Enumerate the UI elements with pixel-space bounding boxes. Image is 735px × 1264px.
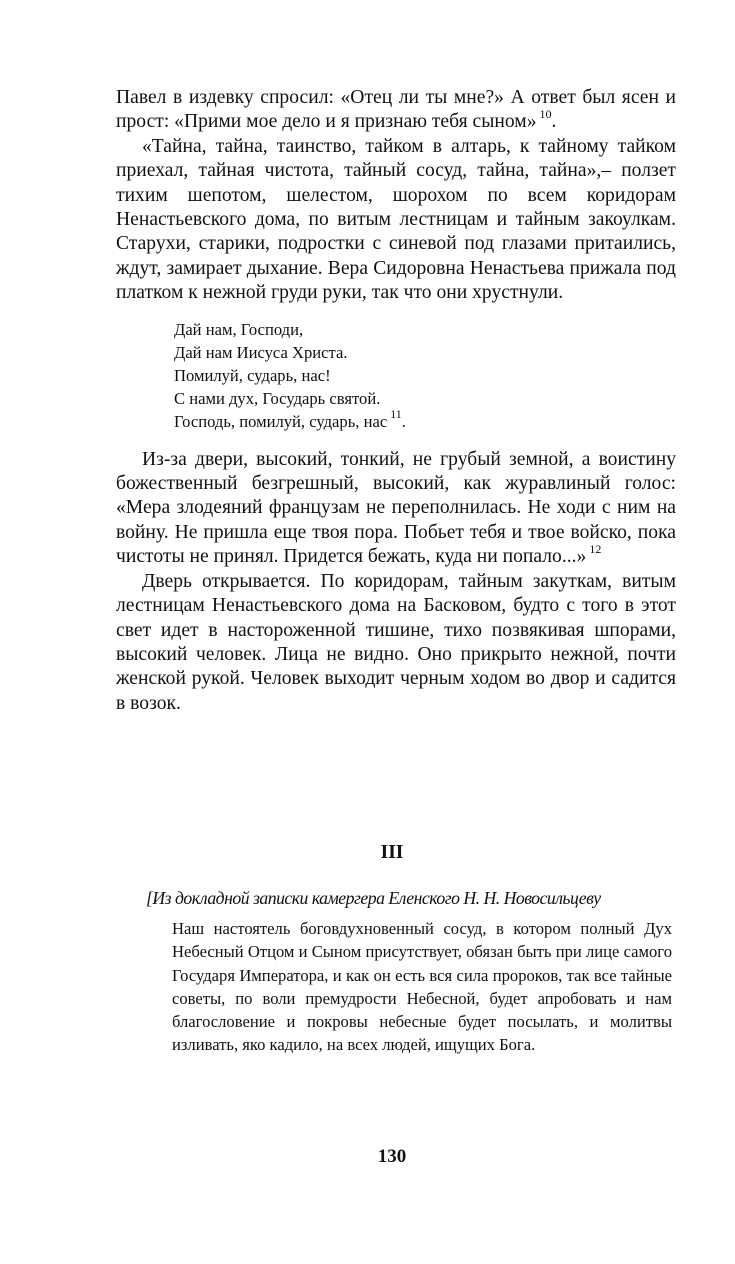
footnote-ref-12: 12 [589, 542, 602, 557]
paragraph-2: «Тайна, тайна, таинство, тайком в алтарь, к тайному тайком приехал, тайная чистота, тайный сосуд, тайна, тайна»,– ползет тихим шепотом, шелестом, шорохом по всем коридорам Ненастьевского дома, по витым лестницам и тайным закоулкам. Старухи, старики, подростки с синевой под глазами притаились, ждут, замирает дыхание. Вера Сидоровна Ненастьева прижала под платком к нежной груди руки, так что они хрустнули. [116, 135, 676, 304]
paragraph-3 [116, 448, 676, 570]
verse-line-5 [174, 407, 676, 433]
paragraph-1-tail: . [551, 111, 557, 133]
main-text [116, 86, 676, 716]
footnote-ref-10: 10 [539, 107, 552, 122]
paragraph-4: Дверь открывается. По коридорам, тайным закуткам, витым лестницам Ненастьевского дома на Басковом, будто с того в этот свет идет в настороженной тишине, тихо позвякивая шпорами, высокий человек. Лица не видно. Оно прикрыто нежной, почти женской рукой. Человек выходит черным ходом во двор и садится в возок. [116, 570, 676, 714]
document-source-line: [Из докладной записки камергера Еленского Н. Н. Новосильцеву [146, 888, 601, 908]
verse-line-3: Помилуй, сударь, нас! [174, 366, 331, 386]
section-heading: III [380, 842, 404, 863]
paragraph-3-text: Из-за двери, высокий, тонкий, не грубый земной, а воистину божественный безгрешный, высокий, как журавлиный голос: «Мера злодеяний французам не переполнилась. Не ходи с ним на войну. Не пришла еще твоя пора. Побьет тебя и твое войско, пока чистоты не принял. Придется бежать, куда ни попало...» [116, 448, 676, 568]
paragraph-1 [116, 86, 676, 135]
document-quote: Наш настоятель боговдухновенный сосуд, в котором полный Дух Небесный Отцом и Сыном присутствует, обязан быть при лице самого Государя Императора, и как он есть вся сила пророков, так все тайные советы, по воли премудрости Небесной, будет апробовать и нам благословение и покровы небесные будет посылать, и молитвы изливать, яко кадило, на всех людей, ищущих Бога. [172, 919, 672, 1055]
page-number: 130 [377, 1146, 407, 1167]
paragraph-1-text: Павел в издевку спросил: «Отец ли ты мне?» А ответ был ясен и прост: «Прими мое дело и я признаю тебя сыном» [116, 87, 676, 133]
verse-line-4: С нами дух, Государь святой. [174, 389, 381, 409]
verse-line-2: Дай нам Иисуса Христа. [174, 342, 348, 362]
verse-line-5-tail: . [401, 412, 406, 432]
verse-block [174, 318, 676, 434]
verse-line-5-text: Господь, помилуй, сударь, нас [174, 412, 388, 432]
footnote-ref-11: 11 [390, 407, 402, 422]
verse-line-1: Дай нам, Господи, [174, 319, 304, 339]
